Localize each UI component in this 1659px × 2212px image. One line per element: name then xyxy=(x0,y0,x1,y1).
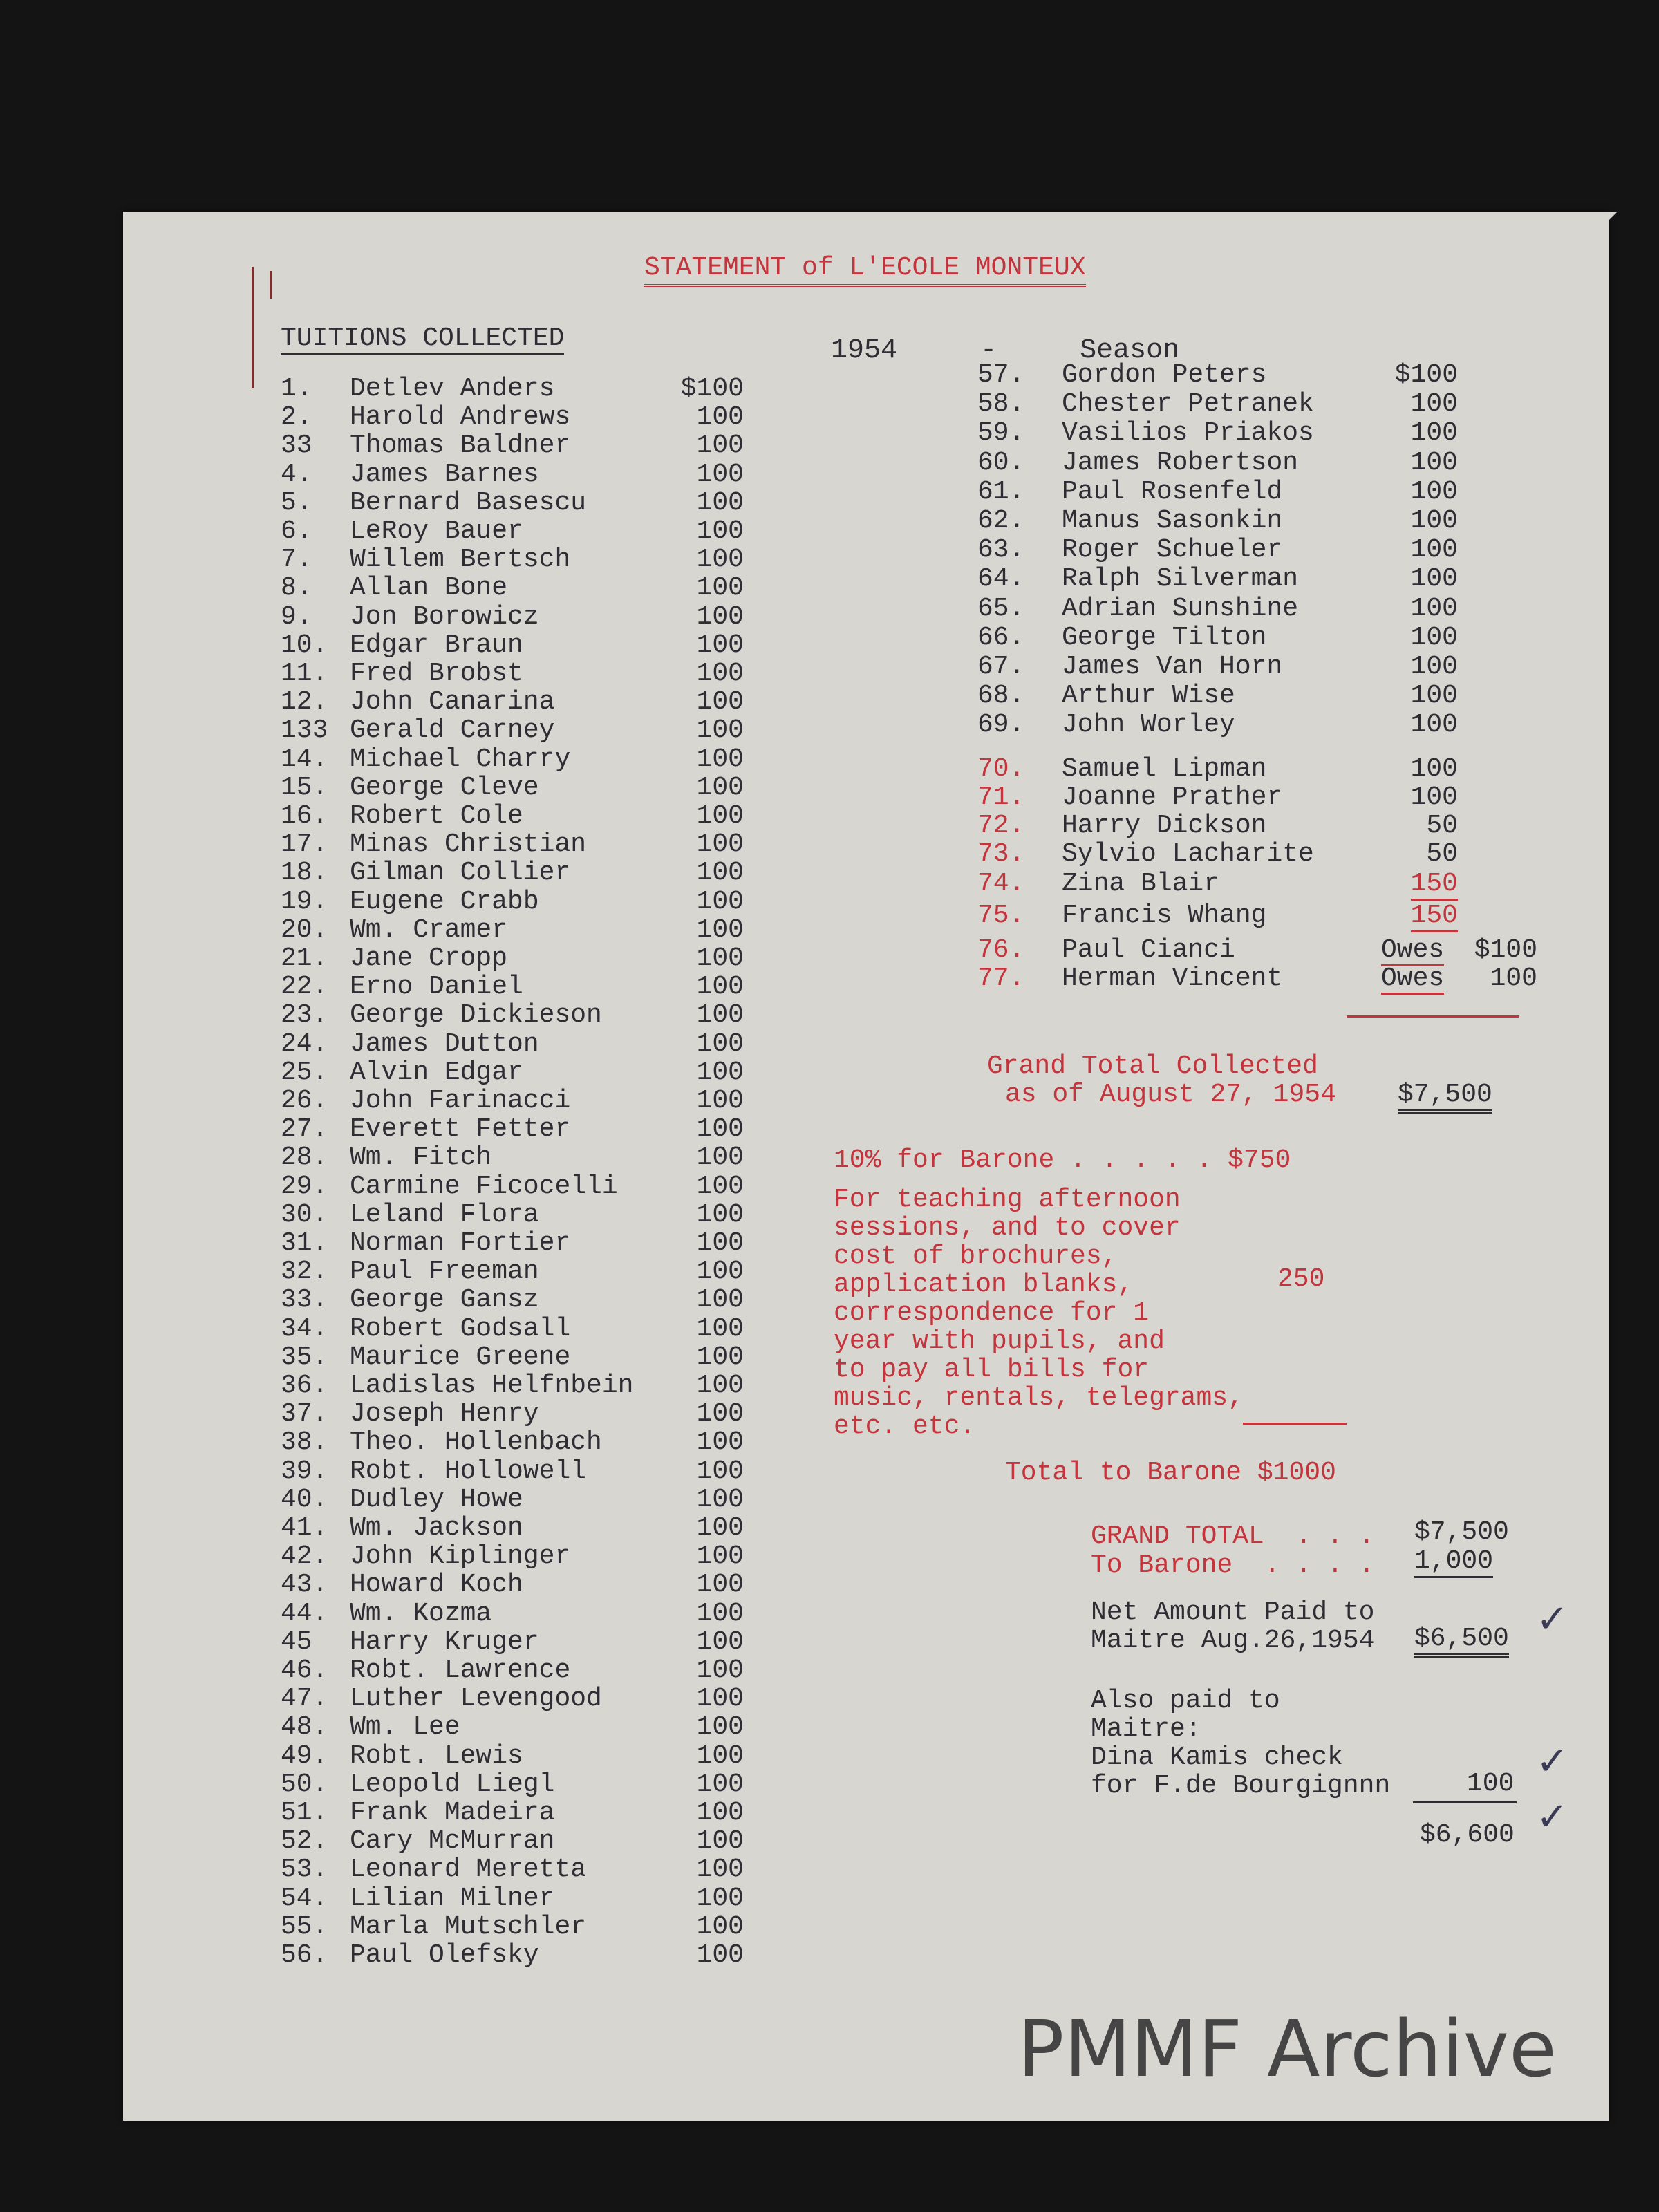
tuition-amount: 100 xyxy=(696,1484,744,1515)
student-number: 4. xyxy=(281,459,312,489)
student-number: 38. xyxy=(281,1427,328,1458)
tuition-amount: 100 xyxy=(696,459,744,489)
student-number: 56. xyxy=(281,1940,328,1970)
tuition-amount: 100 xyxy=(696,944,744,973)
student-number: 63. xyxy=(977,535,1025,565)
summary-grand-total-amount: $7,500 xyxy=(1414,1517,1509,1547)
student-number: 53. xyxy=(281,1855,328,1885)
student-name: George Cleve xyxy=(350,772,539,803)
student-number: 66. xyxy=(977,622,1025,653)
tuition-amount: 100 xyxy=(696,1371,744,1400)
student-number: 75. xyxy=(977,901,1025,930)
student-name: James Barnes xyxy=(350,459,539,489)
student-number: 50. xyxy=(281,1769,328,1799)
tuition-amount: 100 xyxy=(696,487,744,518)
student-name: Vasilios Priakos xyxy=(1062,418,1314,449)
student-name: Allan Bone xyxy=(350,573,508,603)
student-name: Edgar Braun xyxy=(350,630,523,660)
student-name: Luther Levengood xyxy=(350,1684,602,1714)
student-number: 48. xyxy=(281,1712,328,1743)
tuition-amount: 100 xyxy=(1410,754,1458,784)
student-name: Paul Cianci xyxy=(1062,935,1235,965)
tuition-amount: 100 xyxy=(1410,622,1458,653)
check-mark-icon: ✓ xyxy=(1536,1739,1568,1784)
student-name: Wm. Fitch xyxy=(350,1143,492,1173)
student-name: Robt. Lawrence xyxy=(350,1656,571,1685)
tuitions-header: TUITIONS COLLECTED xyxy=(281,324,564,355)
tuition-amount: 100 xyxy=(1410,535,1458,565)
student-number: 64. xyxy=(977,564,1025,594)
tuition-amount: 100 xyxy=(696,1940,744,1970)
student-number: 24. xyxy=(281,1029,328,1059)
student-number: 65. xyxy=(977,593,1025,624)
barone-description-line: to pay all bills for xyxy=(834,1355,1150,1385)
barone-share-line: 10% for Barone . . . . . $750 xyxy=(834,1145,1291,1175)
student-name: Paul Olefsky xyxy=(350,1940,539,1970)
tuition-amount: 100 xyxy=(696,545,744,575)
tuition-amount: 100 xyxy=(1410,564,1458,594)
tuition-amount: 100 xyxy=(696,1456,744,1486)
student-name: Leopold Liegl xyxy=(350,1769,555,1799)
student-number: 47. xyxy=(281,1684,328,1714)
tuition-amount: 100 xyxy=(696,1342,744,1372)
student-name: Cary McMurran xyxy=(350,1826,555,1857)
student-name: Ralph Silverman xyxy=(1062,564,1299,594)
tuition-amount: 100 xyxy=(696,1143,744,1173)
tuition-amount: 100 xyxy=(696,1257,744,1287)
tuition-amount: 100 xyxy=(696,516,744,546)
tuition-amount: 100 xyxy=(696,1541,744,1572)
tuition-amount: 150 xyxy=(1411,869,1458,901)
student-number: 58. xyxy=(977,389,1025,420)
student-name: Francis Whang xyxy=(1062,901,1267,930)
student-name: Ladislas Helfnbein xyxy=(350,1371,634,1400)
tuition-amount: 100 xyxy=(696,1000,744,1031)
summary-grand-total-label: GRAND TOTAL . . . xyxy=(1091,1521,1375,1551)
student-name: Alvin Edgar xyxy=(350,1057,523,1087)
student-name: Roger Schueler xyxy=(1062,535,1283,565)
also-paid-amount: 100 xyxy=(1467,1769,1515,1799)
student-number: 62. xyxy=(977,506,1025,536)
student-number: 11. xyxy=(281,659,328,688)
tuition-amount: 100 xyxy=(696,659,744,688)
student-number: 59. xyxy=(977,418,1025,449)
tuition-amount: 100 xyxy=(696,1171,744,1201)
owes-status: Owes xyxy=(1381,935,1445,965)
tuition-amount: 100 xyxy=(696,402,744,433)
tuition-amount: 100 xyxy=(696,744,744,774)
student-number: 42. xyxy=(281,1541,328,1572)
tuition-amount: $100 xyxy=(680,374,744,404)
student-name: Bernard Basescu xyxy=(350,487,587,518)
student-name: Zina Blair xyxy=(1062,869,1220,899)
student-name: Gilman Collier xyxy=(350,858,571,888)
student-number: 69. xyxy=(977,710,1025,740)
student-number: 76. xyxy=(977,935,1025,965)
barone-rule xyxy=(1243,1423,1347,1425)
tuition-amount: 100 xyxy=(696,1712,744,1743)
student-number: 21. xyxy=(281,944,328,973)
tuition-amount: 100 xyxy=(696,1086,744,1116)
tuition-amount: 100 xyxy=(696,601,744,632)
tuition-amount: 100 xyxy=(696,915,744,945)
student-name: Herman Vincent xyxy=(1062,964,1283,993)
student-name: Gerald Carney xyxy=(350,715,555,746)
student-number: 26. xyxy=(281,1086,328,1116)
student-name: Paul Rosenfeld xyxy=(1062,476,1283,507)
student-name: Detlev Anders xyxy=(350,374,555,404)
student-name: Dudley Howe xyxy=(350,1484,523,1515)
student-name: Everett Fetter xyxy=(350,1114,571,1145)
student-name: Harry Dickson xyxy=(1062,811,1267,841)
student-number: 6. xyxy=(281,516,312,546)
tuition-amount: 100 xyxy=(696,972,744,1002)
grand-total-label-1: Grand Total Collected xyxy=(987,1051,1318,1081)
tuition-amount: 100 xyxy=(696,687,744,718)
student-number: 17. xyxy=(281,830,328,860)
student-number: 35. xyxy=(281,1342,328,1372)
tuition-amount: 100 xyxy=(696,1228,744,1258)
student-name: Manus Sasonkin xyxy=(1062,506,1283,536)
student-number: 77. xyxy=(977,964,1025,993)
barone-description-line: cost of brochures, xyxy=(834,1241,1118,1271)
also-paid-line-2: Maitre: xyxy=(1091,1714,1201,1744)
season-label: Season xyxy=(1080,335,1180,366)
also-paid-line-3: Dina Kamis check xyxy=(1091,1743,1343,1772)
student-name: Wm. Cramer xyxy=(350,915,508,945)
tuition-amount: 100 xyxy=(696,573,744,603)
tuition-amount: 50 xyxy=(1426,811,1458,841)
tuition-amount: 100 xyxy=(696,1057,744,1087)
tuition-amount: 100 xyxy=(1410,389,1458,420)
grand-total-label-2: as of August 27, 1954 xyxy=(1005,1080,1336,1109)
student-name: Leland Flora xyxy=(350,1199,539,1230)
tuition-amount: 100 xyxy=(1410,418,1458,449)
tuition-amount: 100 xyxy=(696,1826,744,1857)
student-number: 46. xyxy=(281,1656,328,1685)
margin-mark xyxy=(252,267,254,388)
barone-desc-amount: 250 xyxy=(1277,1264,1325,1294)
student-number: 20. xyxy=(281,915,328,945)
student-name: Arthur Wise xyxy=(1062,681,1235,711)
student-name: John Worley xyxy=(1062,710,1235,740)
student-number: 44. xyxy=(281,1598,328,1629)
student-number: 37. xyxy=(281,1399,328,1430)
tuition-amount: 100 xyxy=(696,1313,744,1344)
student-number: 9. xyxy=(281,601,312,632)
tuition-amount: 100 xyxy=(1410,710,1458,740)
student-number: 72. xyxy=(977,811,1025,841)
student-number: 33. xyxy=(281,1285,328,1315)
tuition-amount: 100 xyxy=(696,1769,744,1799)
tuition-amount: 100 xyxy=(696,1855,744,1885)
student-number: 43. xyxy=(281,1570,328,1600)
student-name: Chester Petranek xyxy=(1062,389,1314,420)
barone-total: Total to Barone $1000 xyxy=(1005,1458,1336,1488)
student-name: Eugene Crabb xyxy=(350,886,539,917)
summary-to-barone-label: To Barone . . . . xyxy=(1091,1550,1375,1580)
student-number: 16. xyxy=(281,801,328,831)
student-name: James Dutton xyxy=(350,1029,539,1059)
tuition-amount: 100 xyxy=(696,1741,744,1771)
check-mark-icon: ✓ xyxy=(1536,1794,1568,1839)
student-number: 18. xyxy=(281,858,328,888)
student-number: 14. xyxy=(281,744,328,774)
student-number: 7. xyxy=(281,545,312,575)
document-title: STATEMENT of L'ECOLE MONTEUX xyxy=(644,253,1086,287)
student-name: Adrian Sunshine xyxy=(1062,593,1299,624)
tuition-amount: 100 xyxy=(696,1570,744,1600)
tuition-amount: 100 xyxy=(696,1199,744,1230)
student-number: 57. xyxy=(977,360,1025,390)
student-number: 51. xyxy=(281,1798,328,1828)
owes-status: Owes xyxy=(1381,964,1445,993)
barone-description-line: etc. etc. xyxy=(834,1412,976,1441)
student-number: 74. xyxy=(977,869,1025,899)
final-total: $6,600 xyxy=(1420,1820,1515,1850)
student-number: 33 xyxy=(281,431,312,461)
student-name: Frank Madeira xyxy=(350,1798,555,1828)
tuition-amount: 150 xyxy=(1411,901,1458,932)
tuition-amount: 100 xyxy=(696,1883,744,1913)
tuition-amount: 100 xyxy=(696,1911,744,1942)
student-name: Minas Christian xyxy=(350,830,587,860)
also-paid-line-1: Also paid to xyxy=(1091,1686,1280,1716)
student-name: Wm. Jackson xyxy=(350,1513,523,1543)
student-number: 31. xyxy=(281,1228,328,1258)
student-name: Howard Koch xyxy=(350,1570,523,1600)
student-number: 39. xyxy=(281,1456,328,1486)
student-number: 40. xyxy=(281,1484,328,1515)
student-name: George Gansz xyxy=(350,1285,539,1315)
student-name: Gordon Peters xyxy=(1062,360,1267,390)
summary-to-barone-amount: 1,000 xyxy=(1414,1546,1493,1578)
student-number: 55. xyxy=(281,1911,328,1942)
tuition-amount: $100 xyxy=(1394,360,1458,390)
student-name: Thomas Baldner xyxy=(350,431,571,461)
tuition-amount: 100 xyxy=(696,858,744,888)
archive-watermark: PMMF Archive xyxy=(1018,2005,1557,2094)
tuition-amount: 100 xyxy=(696,630,744,660)
student-number: 54. xyxy=(281,1883,328,1913)
student-name: Samuel Lipman xyxy=(1062,754,1267,784)
barone-description-line: For teaching afternoon xyxy=(834,1185,1181,1215)
student-number: 27. xyxy=(281,1114,328,1145)
student-name: John Farinacci xyxy=(350,1086,571,1116)
grand-total-amount: $7,500 xyxy=(1398,1080,1492,1114)
net-amount-label-2: Maitre Aug.26,1954 xyxy=(1091,1626,1375,1656)
student-name: Harry Kruger xyxy=(350,1627,539,1657)
student-number: 67. xyxy=(977,652,1025,682)
student-name: Carmine Ficocelli xyxy=(350,1171,618,1201)
student-name: James Robertson xyxy=(1062,447,1299,478)
tuition-amount: 100 xyxy=(696,431,744,461)
student-number: 1. xyxy=(281,374,312,404)
tuition-amount: 100 xyxy=(696,715,744,746)
tuition-amount: 100 xyxy=(1410,593,1458,624)
student-name: Sylvio Lacharite xyxy=(1062,839,1314,869)
tuition-amount: 100 xyxy=(696,830,744,860)
student-name: James Van Horn xyxy=(1062,652,1283,682)
student-number: 28. xyxy=(281,1143,328,1173)
student-number: 49. xyxy=(281,1741,328,1771)
student-name: Fred Brobst xyxy=(350,659,523,688)
net-amount-value: $6,500 xyxy=(1414,1624,1509,1658)
document-page xyxy=(123,212,1609,2121)
student-number: 133 xyxy=(281,715,328,746)
student-name: Maurice Greene xyxy=(350,1342,571,1372)
student-number: 15. xyxy=(281,772,328,803)
student-name: Michael Charry xyxy=(350,744,571,774)
student-name: Robt. Hollowell xyxy=(350,1456,587,1486)
tuition-amount: 100 xyxy=(696,801,744,831)
tuition-amount: 100 xyxy=(696,1627,744,1657)
student-number: 22. xyxy=(281,972,328,1002)
student-number: 8. xyxy=(281,573,312,603)
tuition-amount: 100 xyxy=(696,1427,744,1458)
student-name: Jane Cropp xyxy=(350,944,508,973)
student-number: 30. xyxy=(281,1199,328,1230)
margin-mark xyxy=(270,271,272,299)
season-dash: - xyxy=(980,335,997,366)
student-number: 32. xyxy=(281,1257,328,1287)
student-number: 61. xyxy=(977,476,1025,507)
season-year: 1954 xyxy=(831,335,898,366)
student-name: George Dickieson xyxy=(350,1000,602,1031)
student-name: Theo. Hollenbach xyxy=(350,1427,602,1458)
student-name: Robert Godsall xyxy=(350,1313,571,1344)
student-name: John Kiplinger xyxy=(350,1541,571,1572)
final-rule xyxy=(1413,1801,1517,1803)
student-number: 41. xyxy=(281,1513,328,1543)
student-number: 52. xyxy=(281,1826,328,1857)
student-name: Harold Andrews xyxy=(350,402,571,433)
student-name: Robt. Lewis xyxy=(350,1741,523,1771)
student-number: 19. xyxy=(281,886,328,917)
owed-amount: $100 xyxy=(1474,935,1537,965)
student-name: Norman Fortier xyxy=(350,1228,571,1258)
student-number: 25. xyxy=(281,1057,328,1087)
tuition-amount: 100 xyxy=(1410,652,1458,682)
student-name: Leonard Meretta xyxy=(350,1855,587,1885)
also-paid-line-4: for F.de Bourgignnn xyxy=(1091,1771,1391,1801)
barone-description-line: correspondence for 1 xyxy=(834,1298,1150,1328)
student-number: 68. xyxy=(977,681,1025,711)
student-name: Joanne Prather xyxy=(1062,782,1283,812)
tuition-amount: 100 xyxy=(696,1684,744,1714)
student-name: John Canarina xyxy=(350,687,555,718)
student-name: Marla Mutschler xyxy=(350,1911,587,1942)
check-mark-icon: ✓ xyxy=(1536,1597,1568,1642)
student-name: Paul Freeman xyxy=(350,1257,539,1287)
tuition-amount: 100 xyxy=(696,772,744,803)
tuition-amount: 100 xyxy=(696,1656,744,1685)
student-name: Jon Borowicz xyxy=(350,601,539,632)
student-name: Willem Bertsch xyxy=(350,545,571,575)
tuition-amount: 100 xyxy=(1410,782,1458,812)
tuition-amount: 100 xyxy=(696,886,744,917)
barone-description-line: year with pupils, and xyxy=(834,1327,1165,1356)
student-number: 73. xyxy=(977,839,1025,869)
divider-rule xyxy=(1347,1015,1519,1018)
tuition-amount: 100 xyxy=(1410,476,1458,507)
student-name: Robert Cole xyxy=(350,801,523,831)
student-number: 10. xyxy=(281,630,328,660)
student-name: Lilian Milner xyxy=(350,1883,555,1913)
student-name: Wm. Lee xyxy=(350,1712,460,1743)
student-number: 70. xyxy=(977,754,1025,784)
student-name: Erno Daniel xyxy=(350,972,523,1002)
student-name: Wm. Kozma xyxy=(350,1598,492,1629)
barone-description-line: music, rentals, telegrams, xyxy=(834,1383,1244,1413)
student-number: 23. xyxy=(281,1000,328,1031)
tuition-amount: 100 xyxy=(696,1798,744,1828)
barone-description-line: sessions, and to cover xyxy=(834,1213,1181,1243)
student-number: 2. xyxy=(281,402,312,433)
tuition-amount: 100 xyxy=(1410,681,1458,711)
student-number: 34. xyxy=(281,1313,328,1344)
tuition-amount: 100 xyxy=(696,1513,744,1543)
student-name: George Tilton xyxy=(1062,622,1267,653)
tuition-amount: 100 xyxy=(1410,506,1458,536)
tuition-amount: 100 xyxy=(696,1029,744,1059)
owed-amount: 100 xyxy=(1490,964,1537,993)
tuition-amount: 100 xyxy=(696,1285,744,1315)
net-amount-label-1: Net Amount Paid to xyxy=(1091,1597,1375,1627)
student-name: Joseph Henry xyxy=(350,1399,539,1430)
barone-description-line: application blanks, xyxy=(834,1270,1134,1300)
tuition-amount: 100 xyxy=(696,1598,744,1629)
student-number: 71. xyxy=(977,782,1025,812)
student-number: 36. xyxy=(281,1371,328,1400)
student-number: 12. xyxy=(281,687,328,718)
student-number: 29. xyxy=(281,1171,328,1201)
tuition-amount: 100 xyxy=(1410,447,1458,478)
student-number: 5. xyxy=(281,487,312,518)
tuition-amount: 50 xyxy=(1426,839,1458,869)
student-number: 45 xyxy=(281,1627,312,1657)
tuition-amount: 100 xyxy=(696,1114,744,1145)
tuition-amount: 100 xyxy=(696,1399,744,1430)
student-number: 60. xyxy=(977,447,1025,478)
student-name: LeRoy Bauer xyxy=(350,516,523,546)
